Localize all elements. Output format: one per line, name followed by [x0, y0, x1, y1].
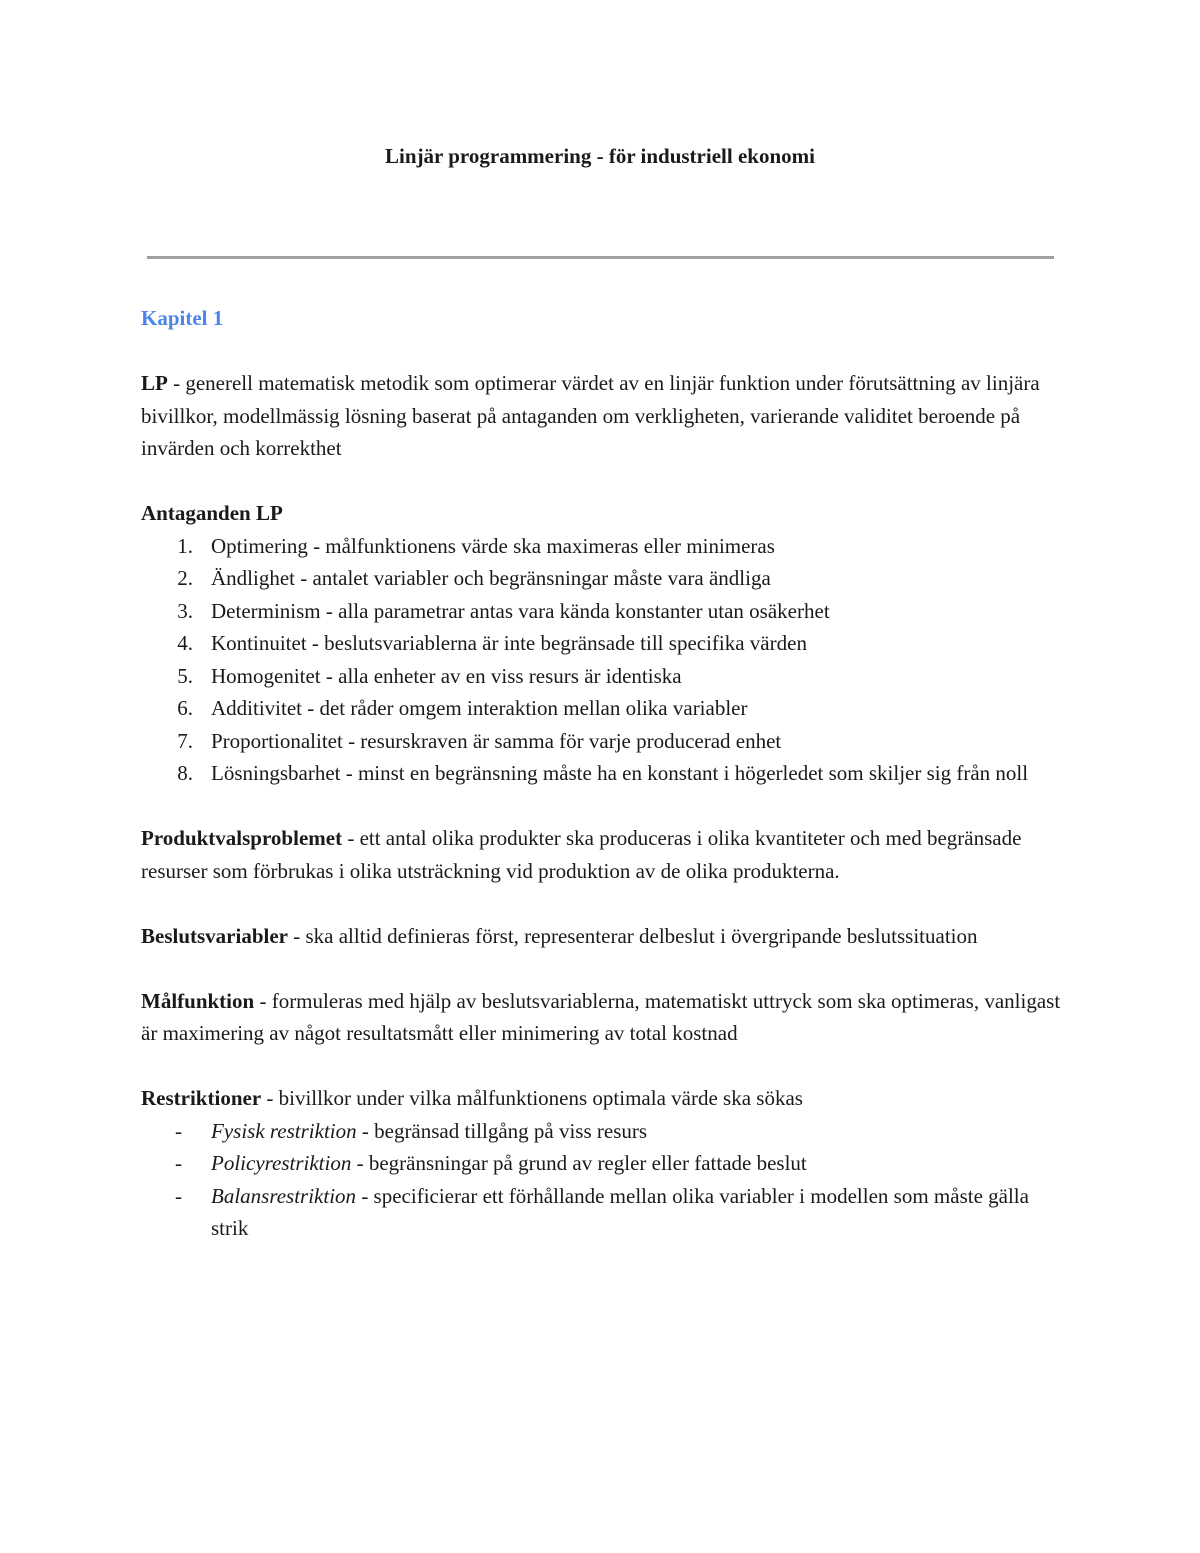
restriktioner-term: Restriktioner: [141, 1086, 262, 1110]
lp-term: LP: [141, 371, 168, 395]
lp-paragraph: [141, 367, 1061, 465]
list-item: 3. Determinism - alla parametrar antas vara kända konstanter utan osäkerhet: [177, 598, 830, 623]
document-title: Linjär programmering - för industriell ekonomi: [385, 144, 815, 168]
list-item: 7. Proportionalitet - resurskraven är samma för varje producerad enhet: [177, 728, 782, 753]
list-item: 1. Optimering - målfunktionens värde ska maximeras eller minimeras: [177, 533, 775, 558]
list-item: - Balansrestriktion - specificierar ett förhållande mellan olika variabler i modellen som måste gälla strik: [175, 1183, 1029, 1240]
malfunktion-term: Målfunktion: [141, 988, 255, 1013]
beslutsvariabler-term: Beslutsvariabler: [141, 923, 288, 948]
horizontal-rule: [147, 256, 1054, 259]
lp-definition: - generell matematisk metodik som optimerar värdet av en linjär funktion under förutsättning av linjära bivillkor, modellmässig lösning baserat på antaganden om verkligheten, varierande validitet beroende på invärden och korrekthet: [141, 371, 1040, 460]
document-body: [141, 302, 1061, 1245]
list-item: - Fysisk restriktion - begränsad tillgång på viss resurs: [175, 1118, 648, 1143]
restriktioner-list: [141, 1115, 1061, 1245]
assumptions-heading: Antaganden LP: [141, 501, 283, 525]
list-item: 6. Additivitet - det råder omgem interaktion mellan olika variabler: [177, 696, 748, 720]
list-item: 8. Lösningsbarhet - minst en begränsning måste ha en konstant i högerledet som skiljer sig från noll: [177, 761, 1029, 785]
malfunktion-paragraph: Målfunktion - formuleras med hjälp av beslutsvariablerna, matematiskt uttryck som ska optimeras, vanligast är maximering av något resultatsmått eller minimering av total kostnad: [141, 988, 1061, 1045]
assumptions-list: [141, 530, 1061, 790]
produktval-paragraph: Produktvalsproblemet - ett antal olika produkter ska produceras i olika kvantiteter och med begränsade resurser som förbrukas i olika utsträckning vid produktion av de olika produkterna.: [141, 826, 1022, 883]
chapter-heading: Kapitel 1: [141, 306, 224, 330]
list-item: 2. Ändlighet - antalet variabler och begränsningar måste vara ändliga: [177, 566, 771, 590]
list-item: 4. Kontinuitet - beslutsvariablerna är inte begränsade till specifika värden: [177, 631, 807, 655]
beslutsvariabler-paragraph: Beslutsvariabler - ska alltid definieras först, representerar delbeslut i övergripande beslutssituation: [141, 923, 978, 948]
list-item: - Policyrestriktion - begränsningar på grund av regler eller fattade beslut: [175, 1151, 807, 1175]
produktval-term: Produktvalsproblemet: [141, 826, 343, 850]
list-item: 5. Homogenitet - alla enheter av en viss resurs är identiska: [177, 663, 682, 688]
restriktioner-paragraph: Restriktioner - bivillkor under vilka målfunktionens optimala värde ska sökas: [141, 1086, 803, 1110]
